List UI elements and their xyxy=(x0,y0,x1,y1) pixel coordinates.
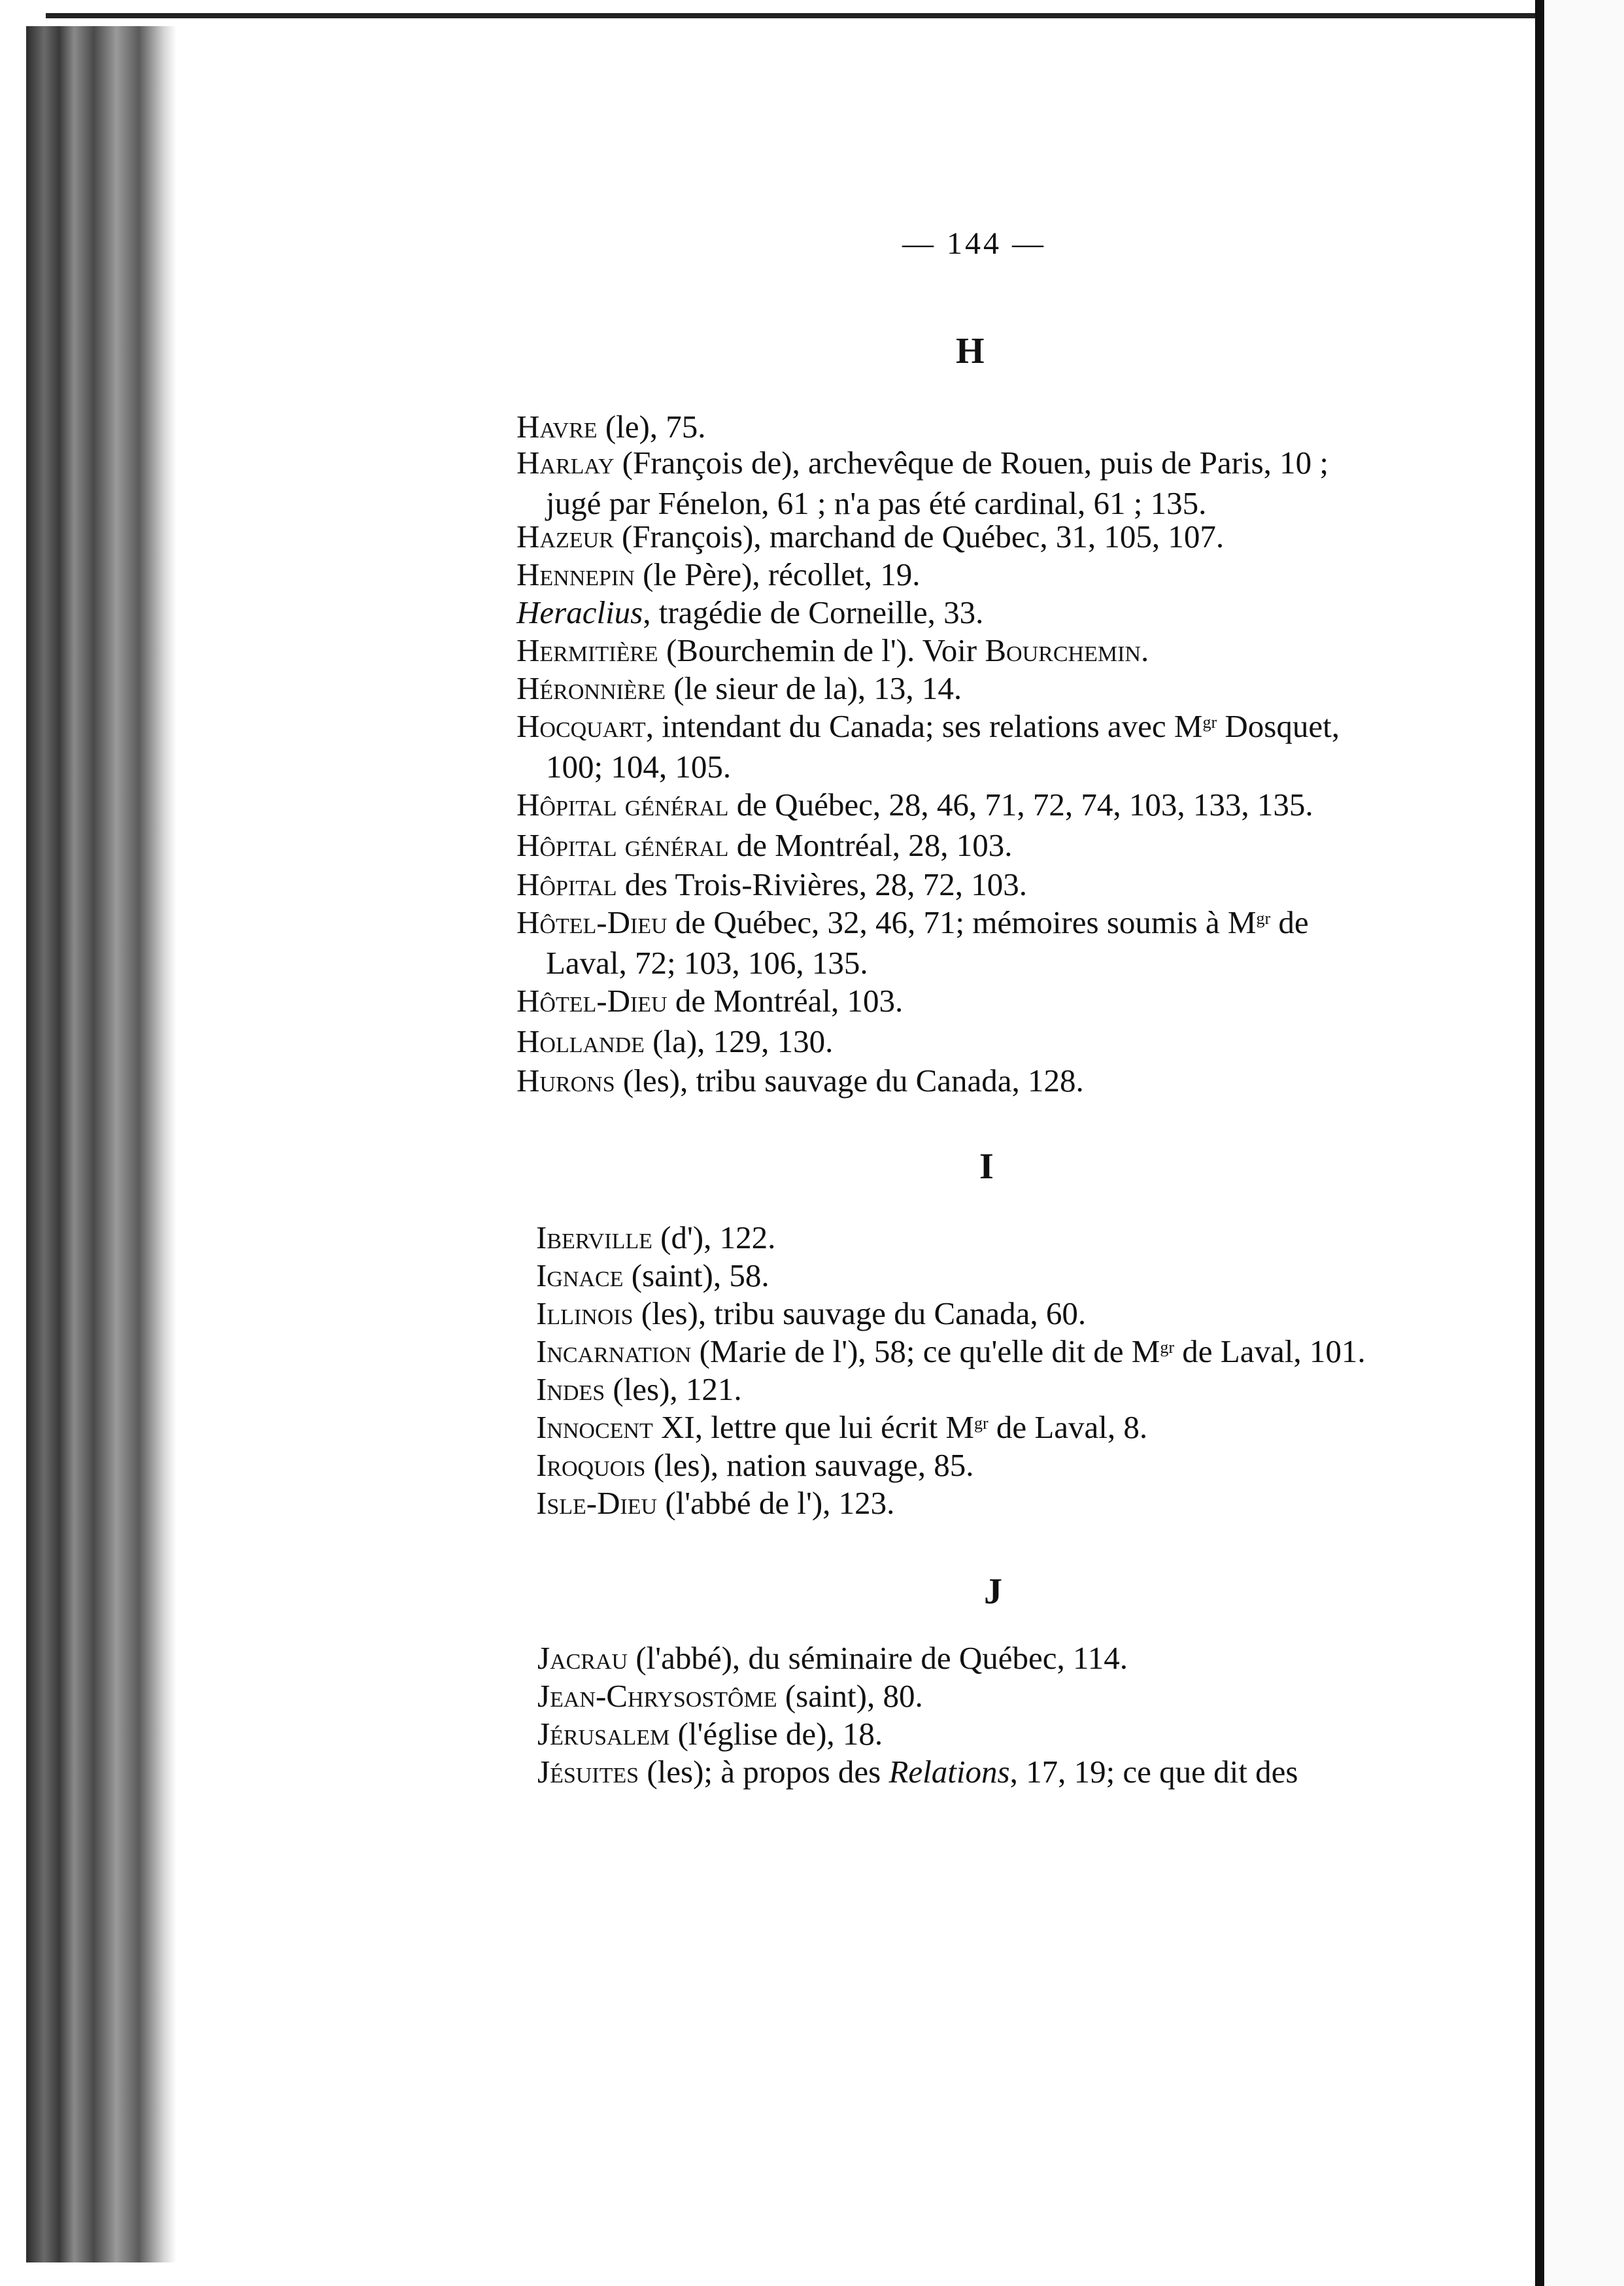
index-entry: Hurons (les), tribu sauvage du Canada, 128. xyxy=(516,1063,1084,1099)
index-entry: Jésuites (les); à propos des Relations, 17, 19; ce que dit des xyxy=(537,1754,1298,1790)
index-entry: Illinois (les), tribu sauvage du Canada, 60. xyxy=(536,1295,1087,1331)
index-entry: Indes (les), 121. xyxy=(536,1371,742,1407)
index-entry: Jean-Chrysostôme (saint), 80. xyxy=(537,1678,923,1714)
section-letter-j: J xyxy=(984,1571,1002,1612)
index-entry: Hermitière (Bourchemin de l'). Voir Bourchemin. xyxy=(516,632,1149,668)
page-right-edge xyxy=(1535,0,1544,2286)
index-entry: Hazeur (François), marchand de Québec, 31, 105, 107. xyxy=(516,519,1225,554)
book-top-edge xyxy=(46,13,1536,18)
index-entry: Hôpital général de Montréal, 28, 103. xyxy=(516,827,1013,863)
index-entry: Iberville (d'), 122. xyxy=(536,1220,776,1255)
book-binding-shadow xyxy=(26,26,177,2262)
section-letter-i: I xyxy=(979,1146,994,1187)
section-letter-h: H xyxy=(956,331,985,371)
index-entry: Hôtel-Dieu de Montréal, 103. xyxy=(516,983,904,1019)
index-entry: Jacrau (l'abbé), du séminaire de Québec, 114. xyxy=(537,1640,1128,1676)
index-entry: Iroquois (les), nation sauvage, 85. xyxy=(536,1447,974,1483)
index-entry: Héronnière (le sieur de la), 13, 14. xyxy=(516,670,962,706)
index-entry: Jérusalem (l'église de), 18. xyxy=(537,1716,883,1752)
index-entry: Hôpital des Trois-Rivières, 28, 72, 103. xyxy=(516,866,1028,902)
index-entry: Hôtel-Dieu de Québec, 32, 46, 71; mémoires soumis à $M^{gr}$ de Laval, 72; 103, 106, 135. xyxy=(516,904,1309,981)
index-entry: Harlay (François de), archevêque de Rouen, puis de Paris, 10 ; jugé par Fénelon, 61 ; n'a pas été cardinal, 61 ; 135. xyxy=(516,445,1329,521)
scan-margin xyxy=(1544,0,1624,2286)
index-entry: Hocquart, intendant du Canada; ses relations avec $M^{gr}$ Dosquet, 100; 104, 105. xyxy=(516,708,1340,785)
index-entry: Hollande (la), 129, 130. xyxy=(516,1023,834,1059)
index-entry: Hôpital général de Québec, 28, 46, 71, 72, 74, 103, 133, 135. xyxy=(516,787,1313,823)
index-entry: Heraclius, tragédie de Corneille, 33. xyxy=(516,594,984,630)
index-entry: Hennepin (le Père), récollet, 19. xyxy=(516,556,921,592)
index-entry: Havre (le), 75. xyxy=(516,409,706,445)
index-entry: Incarnation (Marie de l'), 58; ce qu'elle dit de $M^{gr}$ de Laval, 101. xyxy=(536,1333,1366,1369)
index-entry: Isle-Dieu (l'abbé de l'), 123. xyxy=(536,1485,895,1521)
index-entry: Ignace (saint), 58. xyxy=(536,1257,770,1293)
index-entry: Innocent XI, lettre que lui écrit $M^{gr}$ de Laval, 8. xyxy=(536,1409,1148,1445)
page-number: — 144 — xyxy=(902,226,1046,261)
